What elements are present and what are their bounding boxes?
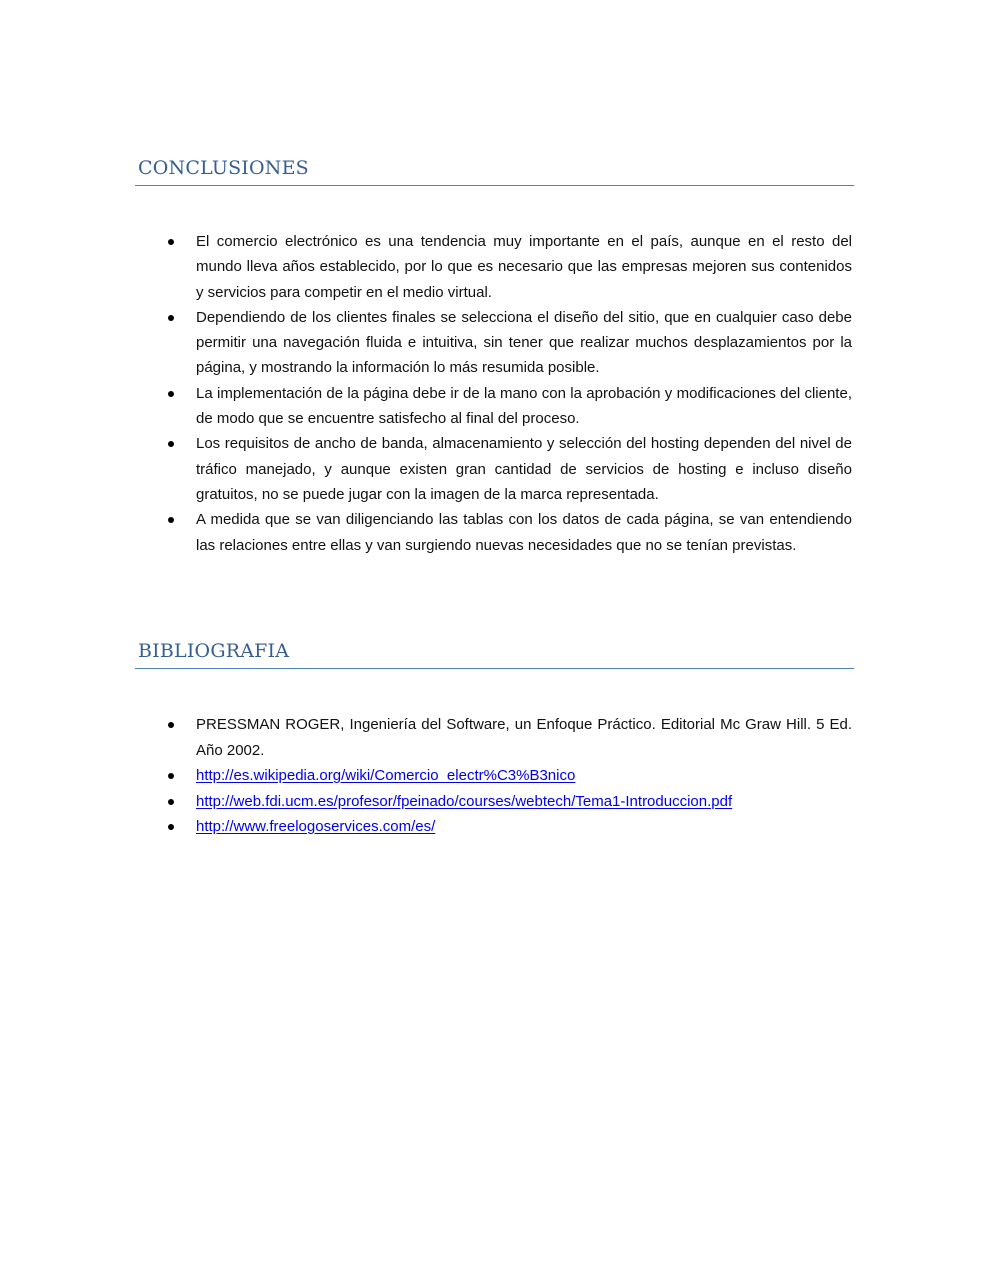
wikipedia-link[interactable]: http://es.wikipedia.org/wiki/Comercio_electr%C3%B3nico (196, 767, 576, 784)
conclusion-item (135, 507, 854, 558)
bibliography-reference: PRESSMAN ROGER, Ingeniería del Software, un Enfoque Práctico. Editorial Mc Graw Hill. 5 Ed. Año 2002. (196, 716, 852, 759)
bullet-icon (168, 315, 174, 321)
bibliografia-heading: BIBLIOGRAFIA (135, 638, 854, 669)
conclusion-item (135, 229, 854, 305)
conclusion-item (135, 305, 854, 381)
bullet-icon (168, 722, 174, 728)
bibliography-item (135, 814, 854, 840)
conclusion-item (135, 381, 854, 432)
bibliography-item (135, 712, 854, 763)
ucm-pdf-link[interactable]: http://web.fdi.ucm.es/profesor/fpeinado/courses/webtech/Tema1-Introduccion.pdf (196, 792, 733, 810)
bullet-icon (168, 799, 174, 805)
conclusion-item (135, 431, 854, 507)
bibliografia-section (135, 638, 854, 840)
bullet-icon (168, 391, 174, 397)
conclusiones-section (135, 155, 854, 558)
bullet-icon (168, 824, 174, 830)
conclusion-text: El comercio electrónico es una tendencia muy importante en el país, aunque en el resto del mundo lleva años establecido, por lo que es necesario que las empresas mejoren sus contenidos y servicios para competir en el medio virtual. (196, 233, 852, 301)
conclusion-text: Los requisitos de ancho de banda, almacenamiento y selección del hosting dependen del nivel de tráfico manejado, y aunque existen gran cantidad de servicios de hosting e incluso diseño gratuitos, no se puede jugar con la imagen de la marca representada. (196, 435, 852, 503)
bibliography-item (135, 763, 854, 789)
conclusiones-list (135, 229, 854, 558)
bullet-icon (168, 773, 174, 779)
conclusion-text: La implementación de la página debe ir de la mano con la aprobación y modificaciones del cliente, de modo que se encuentre satisfecho al final del proceso. (196, 384, 852, 428)
conclusiones-heading: CONCLUSIONES (135, 155, 854, 186)
bullet-icon (168, 239, 174, 245)
bibliografia-list (135, 712, 854, 840)
conclusion-text: A medida que se van diligenciando las tablas con los datos de cada página, se van entendiendo las relaciones entre ellas y van surgiendo nuevas necesidades que no se tenían previstas. (196, 511, 852, 554)
bibliography-item (135, 789, 854, 815)
bullet-icon (168, 517, 174, 523)
conclusion-text: Dependiendo de los clientes finales se selecciona el diseño del sitio, que en cualquier caso debe permitir una navegación fluida e intuitiva, sin tener que realizar muchos desplazamientos por la página, y mostrando la información lo más resumida posible. (196, 308, 852, 377)
bullet-icon (168, 441, 174, 447)
freelogoservices-link[interactable]: http://www.freelogoservices.com/es/ (196, 818, 436, 835)
